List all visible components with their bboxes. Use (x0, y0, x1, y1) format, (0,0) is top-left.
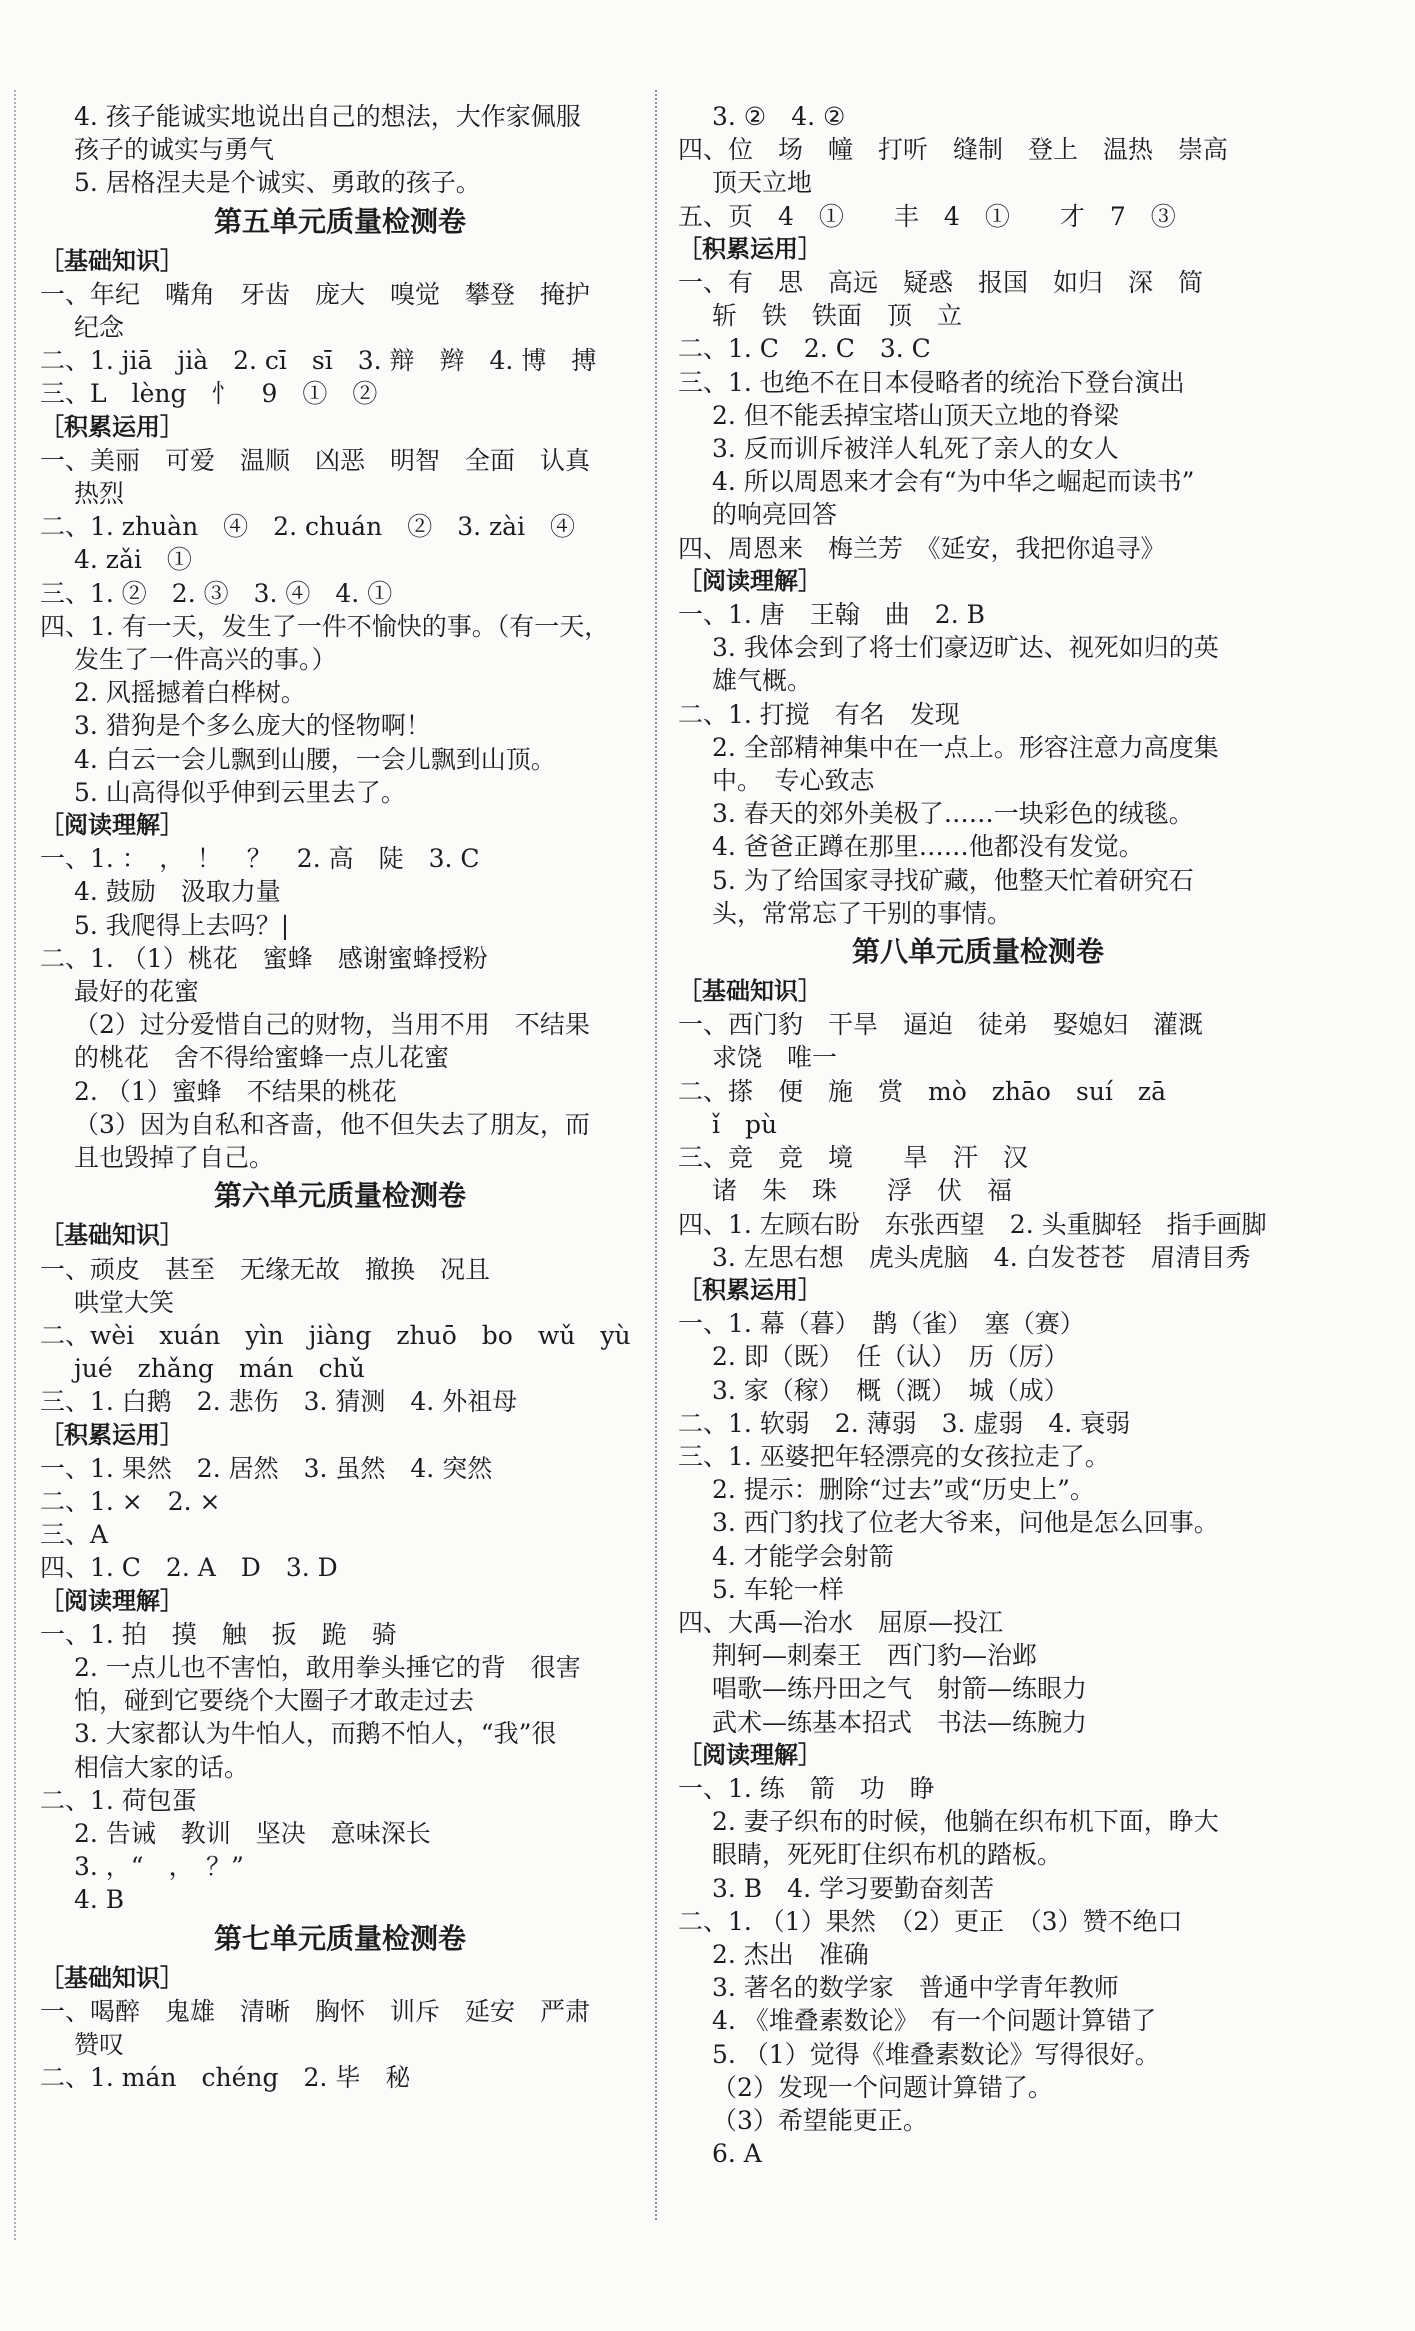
answer-line: 3. 反而训斥被洋人轧死了亲人的女人 (712, 434, 1119, 464)
answer-line: 一、1. 幕（暮） 鹊（雀） 塞（赛） (678, 1309, 1085, 1339)
section-heading: ［积累运用］ (678, 1275, 822, 1304)
answer-line: 二、1. （1）桃花 蜜蜂 感谢蜜蜂授粉 (40, 943, 488, 973)
answer-line: 纪念 (74, 313, 125, 343)
answer-line: 3. 我体会到了将士们豪迈旷达、视死如归的英 (712, 633, 1219, 663)
section-heading: ［阅读理解］ (40, 811, 184, 840)
answer-line: 2. 全部精神集中在一点上。形容注意力高度集 (712, 732, 1219, 762)
answer-line: 4. B (74, 1885, 125, 1915)
answer-line: 一、顽皮 甚至 无缘无故 撤换 况且 (40, 1254, 491, 1284)
answer-line: 4. 孩子能诚实地说出自己的想法，大作家佩服 (74, 102, 581, 131)
answer-line: 诸 朱 珠 浮 伏 福 (712, 1176, 1013, 1206)
section-heading: ［积累运用］ (40, 412, 184, 441)
answer-line: 顶天立地 (712, 168, 813, 198)
answer-line: 3. 左思右想 虎头虎脑 4. 白发苍苍 眉清目秀 (712, 1242, 1251, 1272)
answer-line: 3. ，“ ， ？” (74, 1852, 244, 1882)
answer-line: 一、喝醉 鬼雄 清晰 胸怀 训斥 延安 严肃 (40, 1996, 591, 2026)
answer-line: 一、美丽 可爱 温顺 凶恶 明智 全面 认真 (40, 445, 591, 475)
answer-line: 一、年纪 嘴角 牙齿 庞大 嗅觉 攀登 掩护 (40, 279, 591, 309)
page-edge-dots (14, 90, 16, 2240)
answer-line: 4. 爸爸正蹲在那里……他都没有发觉。 (712, 832, 1144, 862)
section-heading: ［基础知识］ (40, 1963, 184, 1992)
answer-line: 2. 风摇撼着白桦树。 (74, 678, 306, 708)
answer-line: 三、1. 白鹅 2. 悲伤 3. 猜测 4. 外祖母 (40, 1387, 518, 1417)
section-heading: ［基础知识］ (40, 246, 184, 275)
answer-line: 热烈 (74, 479, 125, 509)
answer-line: 一、1. 唐 王翰 曲 2. B (678, 600, 985, 630)
answer-line: ǐ pù (712, 1109, 778, 1139)
answer-line: 2. 告诫 教训 坚决 意味深长 (74, 1818, 431, 1848)
section-heading: ［阅读理解］ (678, 566, 822, 595)
answer-line: 三、A (40, 1520, 109, 1550)
answer-line: 一、1. 果然 2. 居然 3. 虽然 4. 突然 (40, 1453, 493, 1483)
answer-line: 眼睛，死死盯住织布机的踏板。 (712, 1840, 1063, 1870)
answer-line: 3. 家（稼） 概（溉） 城（成） (712, 1375, 1069, 1405)
answer-line: 荆轲—刺秦王 西门豹—治邺 (712, 1641, 1038, 1671)
section-title: 第八单元质量检测卷 (851, 935, 1104, 969)
answer-line: 一、1. 拍 摸 触 扳 跪 骑 (40, 1619, 397, 1649)
answer-line: 三、L lèng 忄 9 ① ② (40, 379, 378, 409)
answer-line: 二、搽 便 施 赏 mò zhāo suí zā (678, 1076, 1166, 1106)
answer-line: （2）发现一个问题计算错了。 (712, 2072, 1053, 2102)
answer-line: 二、1. 软弱 2. 薄弱 3. 虚弱 4. 衰弱 (678, 1408, 1131, 1438)
answer-line: 的桃花 舍不得给蜜蜂一点儿花蜜 (74, 1043, 450, 1073)
answer-line: 2. 杰出 准确 (712, 1939, 869, 1969)
section-heading: ［阅读理解］ (40, 1586, 184, 1615)
answer-line: 二、1. （1）果然 （2）更正 （3）赞不绝口 (678, 1906, 1183, 1936)
section-title: 第七单元质量检测卷 (213, 1921, 466, 1955)
section-heading: ［基础知识］ (678, 977, 822, 1006)
answer-line: 武术—练基本招式 书法—练腕力 (712, 1707, 1088, 1737)
answer-line: jué zhǎng mán chǔ (74, 1354, 365, 1384)
section-title: 第六单元质量检测卷 (213, 1179, 466, 1213)
answer-line: 五、页 4 ① 丰 4 ① 才 7 ③ (678, 201, 1176, 231)
answer-line: 雄气概。 (712, 666, 813, 696)
answer-line: 二、1. mán chéng 2. 毕 秘 (40, 2063, 411, 2093)
answer-line: 3. 著名的数学家 普通中学青年教师 (712, 1973, 1119, 2003)
answer-line: 一、1. ： ， ！ ？ 2. 高 陡 3. C (40, 844, 480, 874)
section-heading: ［积累运用］ (678, 234, 822, 263)
answer-line: 三、1. ② 2. ③ 3. ④ 4. ① (40, 578, 393, 608)
answer-line: 5. 为了给国家寻找矿藏，他整天忙着研究石 (712, 865, 1194, 895)
right-column (678, 100, 1278, 2311)
answer-line: （2）过分爱惜自己的财物，当用不用 不结果 (74, 1010, 590, 1040)
answer-line: 2. （1）蜜蜂 不结果的桃花 (74, 1076, 397, 1106)
answer-line: 3. B 4. 学习要勤奋刻苦 (712, 1873, 994, 1903)
answer-line: 三、1. 也绝不在日本侵略者的统治下登台演出 (678, 367, 1185, 397)
answer-line: 四、1. C 2. A D 3. D (40, 1553, 338, 1583)
answer-line: （3）希望能更正。 (712, 2105, 928, 2135)
answer-line: 四、1. 左顾右盼 东张西望 2. 头重脚轻 指手画脚 (678, 1209, 1267, 1239)
left-column (40, 100, 640, 2311)
answer-line: 孩子的诚实与勇气 (74, 135, 275, 165)
answer-line: 唱歌—练丹田之气 射箭—练眼力 (712, 1674, 1088, 1704)
answer-line: 二、1. 荷包蛋 (40, 1785, 197, 1815)
section-heading: ［阅读理解］ (678, 1740, 822, 1769)
answer-line: 3. 大家都认为牛怕人，而鹅不怕人，“我”很 (74, 1719, 557, 1749)
answer-line: 2. 即（既） 任（认） 历（厉） (712, 1342, 1069, 1372)
answer-line: 哄堂大笑 (74, 1287, 175, 1317)
answer-line: 5. 车轮一样 (712, 1574, 844, 1604)
answer-line: 2. 妻子织布的时候，他躺在织布机下面，睁大 (712, 1807, 1219, 1837)
answer-line: 四、位 场 幢 打听 缝制 登上 温热 崇高 (678, 135, 1229, 165)
answer-line: 二、1. × 2. × (40, 1486, 221, 1516)
answer-line: （3）因为自私和吝啬，他不但失去了朋友，而 (74, 1109, 590, 1139)
answer-line: 发生了一件高兴的事。） (74, 645, 337, 675)
answer-line: 2. 提示：删除“过去”或“历史上”。 (712, 1475, 1095, 1505)
answer-line: 相信大家的话。 (74, 1752, 250, 1782)
answer-line: 4. 鼓励 汲取力量 (74, 877, 281, 907)
answer-line: 头，常常忘了干别的事情。 (712, 898, 1013, 928)
section-title: 第五单元质量检测卷 (213, 204, 466, 238)
answer-line: 三、1. 巫婆把年轻漂亮的女孩拉走了。 (678, 1441, 1110, 1471)
answer-line: 三、竞 竞 境 旱 汗 汉 (678, 1143, 1029, 1173)
answer-line: 一、西门豹 干旱 逼迫 徒弟 娶媳妇 灌溉 (678, 1010, 1204, 1040)
answer-line: 5. 居格涅夫是个诚实、勇敢的孩子。 (74, 168, 481, 198)
answer-line: 4. 才能学会射箭 (712, 1541, 894, 1571)
answer-line: 二、wèi xuán yìn jiàng zhuō bo wǔ yù (40, 1320, 631, 1350)
answer-line: 2. 但不能丢掉宝塔山顶天立地的脊梁 (712, 400, 1119, 430)
answer-line: 四、1. 有一天，发生了一件不愉快的事。（有一天， (40, 611, 610, 641)
answer-line: 4. 所以周恩来才会有“为中华之崛起而读书” (712, 467, 1195, 497)
answer-line: 一、1. 练 箭 功 睁 (678, 1773, 935, 1803)
answer-line: 二、1. jiā jià 2. cī sī 3. 辩 辫 4. 博 搏 (40, 346, 597, 376)
answer-line: 3. 猎狗是个多么庞大的怪物啊！ (74, 711, 431, 741)
answer-line: 2. 一点儿也不害怕，敢用拳头捶它的背 很害 (74, 1652, 581, 1682)
answer-line: 怕，碰到它要绕个大圈子才敢走过去 (74, 1686, 475, 1716)
answer-line: 二、1. 打搅 有名 发现 (678, 699, 960, 729)
answer-line: 4. 白云一会儿飘到山腰，一会儿飘到山顶。 (74, 744, 556, 774)
answer-line: 5. 我爬得上去吗？| (74, 910, 290, 940)
answer-line: 6. A (712, 2139, 762, 2169)
answer-line: 中。 专心致志 (712, 766, 875, 796)
answer-line: 二、1. zhuàn ④ 2. chuán ② 3. zài ④ (40, 512, 576, 542)
answer-line: 的响亮回答 (712, 500, 838, 530)
answer-line: 斩 铁 铁面 顶 立 (712, 301, 963, 331)
answer-line: 求饶 唯一 (712, 1043, 838, 1073)
answer-line: 4. 《堆叠素数论》 有一个问题计算错了 (712, 2006, 1157, 2036)
answer-line: 四、周恩来 梅兰芳 《延安，我把你追寻》 (678, 533, 1166, 563)
answer-line: 一、有 思 高远 疑惑 报国 如归 深 简 (678, 268, 1204, 298)
answer-line: 4. zǎi ① (74, 545, 192, 575)
section-heading: ［积累运用］ (40, 1420, 184, 1449)
section-heading: ［基础知识］ (40, 1221, 184, 1250)
answer-line: 最好的花蜜 (74, 977, 200, 1007)
column-divider (655, 90, 657, 2220)
answer-line: 四、大禹—治水 屈原—投江 (678, 1607, 1004, 1637)
answer-line: 赞叹 (74, 2029, 125, 2059)
answer-line: 3. 春天的郊外美极了……一块彩色的绒毯。 (712, 799, 1194, 829)
answer-line: 3. 西门豹找了位老大爷来，问他是怎么回事。 (712, 1508, 1219, 1538)
answer-line: 5. （1）觉得《堆叠素数论》写得很好。 (712, 2039, 1160, 2069)
answer-line: 3. ② 4. ② (712, 102, 846, 131)
answer-line: 二、1. C 2. C 3. C (678, 334, 931, 364)
answer-line: 且也毁掉了自己。 (74, 1143, 275, 1173)
answer-line: 5. 山高得似乎伸到云里去了。 (74, 777, 406, 807)
